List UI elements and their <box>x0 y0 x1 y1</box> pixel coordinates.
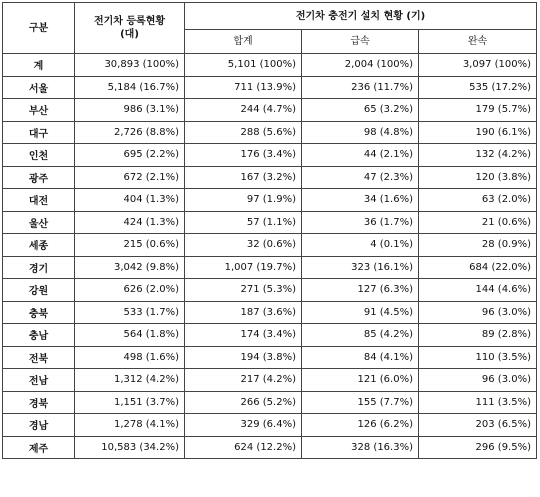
cell-fast: 85 (4.2%) <box>302 324 419 347</box>
cell-total: 711 (13.9%) <box>185 76 302 99</box>
cell-slow: 190 (6.1%) <box>419 121 537 144</box>
cell-fast: 44 (2.1%) <box>302 144 419 167</box>
table-row <box>3 234 537 257</box>
cell-total: 266 (5.2%) <box>185 391 302 414</box>
cell-fast: 36 (1.7%) <box>302 211 419 234</box>
cell-slow: 144 (4.6%) <box>419 279 537 302</box>
table-row <box>3 189 537 212</box>
table-body <box>3 54 537 459</box>
cell-slow: 96 (3.0%) <box>419 301 537 324</box>
cell-fast: 4 (0.1%) <box>302 234 419 257</box>
header-registered <box>75 3 185 54</box>
cell-region: 대전 <box>3 189 75 212</box>
header-total: 합계 <box>185 30 302 54</box>
cell-total: 187 (3.6%) <box>185 301 302 324</box>
cell-fast: 155 (7.7%) <box>302 391 419 414</box>
cell-region: 계 <box>3 54 75 77</box>
cell-slow: 28 (0.9%) <box>419 234 537 257</box>
cell-fast: 91 (4.5%) <box>302 301 419 324</box>
table-row <box>3 76 537 99</box>
cell-total: 167 (3.2%) <box>185 166 302 189</box>
cell-region: 세종 <box>3 234 75 257</box>
cell-region: 전북 <box>3 346 75 369</box>
cell-registered: 215 (0.6%) <box>75 234 185 257</box>
cell-slow: 21 (0.6%) <box>419 211 537 234</box>
cell-total: 244 (4.7%) <box>185 99 302 122</box>
cell-region: 부산 <box>3 99 75 122</box>
cell-total: 329 (6.4%) <box>185 414 302 437</box>
table-row <box>3 54 537 77</box>
table-header <box>3 3 537 54</box>
cell-registered: 1,151 (3.7%) <box>75 391 185 414</box>
cell-total: 97 (1.9%) <box>185 189 302 212</box>
cell-registered: 424 (1.3%) <box>75 211 185 234</box>
cell-registered: 1,312 (4.2%) <box>75 369 185 392</box>
cell-total: 174 (3.4%) <box>185 324 302 347</box>
cell-slow: 120 (3.8%) <box>419 166 537 189</box>
table-row <box>3 369 537 392</box>
cell-region: 서울 <box>3 76 75 99</box>
cell-registered: 564 (1.8%) <box>75 324 185 347</box>
table-row <box>3 414 537 437</box>
table-row <box>3 211 537 234</box>
cell-registered: 404 (1.3%) <box>75 189 185 212</box>
header-registered-line1: 전기차 등록현황 <box>93 16 166 27</box>
cell-fast: 98 (4.8%) <box>302 121 419 144</box>
header-fast: 급속 <box>302 30 419 54</box>
cell-region: 전남 <box>3 369 75 392</box>
table-row <box>3 144 537 167</box>
cell-total: 194 (3.8%) <box>185 346 302 369</box>
cell-slow: 111 (3.5%) <box>419 391 537 414</box>
cell-registered: 3,042 (9.8%) <box>75 256 185 279</box>
header-category: 구분 <box>3 3 75 54</box>
table-row <box>3 256 537 279</box>
cell-slow: 89 (2.8%) <box>419 324 537 347</box>
cell-fast: 127 (6.3%) <box>302 279 419 302</box>
cell-region: 경남 <box>3 414 75 437</box>
cell-registered: 1,278 (4.1%) <box>75 414 185 437</box>
cell-fast: 65 (3.2%) <box>302 99 419 122</box>
cell-fast: 84 (4.1%) <box>302 346 419 369</box>
cell-total: 288 (5.6%) <box>185 121 302 144</box>
cell-total: 271 (5.3%) <box>185 279 302 302</box>
cell-total: 5,101 (100%) <box>185 54 302 77</box>
cell-fast: 328 (16.3%) <box>302 436 419 459</box>
cell-region: 울산 <box>3 211 75 234</box>
cell-region: 제주 <box>3 436 75 459</box>
cell-region: 광주 <box>3 166 75 189</box>
table-row <box>3 166 537 189</box>
table-row <box>3 436 537 459</box>
cell-region: 대구 <box>3 121 75 144</box>
table-row <box>3 324 537 347</box>
cell-region: 충남 <box>3 324 75 347</box>
cell-total: 217 (4.2%) <box>185 369 302 392</box>
cell-slow: 96 (3.0%) <box>419 369 537 392</box>
cell-slow: 684 (22.0%) <box>419 256 537 279</box>
ev-stats-table <box>2 2 537 459</box>
cell-region: 경기 <box>3 256 75 279</box>
cell-slow: 3,097 (100%) <box>419 54 537 77</box>
cell-fast: 34 (1.6%) <box>302 189 419 212</box>
cell-region: 충북 <box>3 301 75 324</box>
cell-registered: 672 (2.1%) <box>75 166 185 189</box>
cell-slow: 203 (6.5%) <box>419 414 537 437</box>
cell-slow: 296 (9.5%) <box>419 436 537 459</box>
header-registered-line2: (대) <box>120 29 139 40</box>
cell-region: 경북 <box>3 391 75 414</box>
cell-region: 인천 <box>3 144 75 167</box>
cell-registered: 498 (1.6%) <box>75 346 185 369</box>
cell-fast: 47 (2.3%) <box>302 166 419 189</box>
cell-registered: 695 (2.2%) <box>75 144 185 167</box>
header-chargers: 전기차 충전기 설치 현황 (기) <box>185 3 537 30</box>
cell-registered: 30,893 (100%) <box>75 54 185 77</box>
cell-fast: 2,004 (100%) <box>302 54 419 77</box>
table-row <box>3 279 537 302</box>
table-row <box>3 99 537 122</box>
cell-fast: 323 (16.1%) <box>302 256 419 279</box>
cell-registered: 986 (3.1%) <box>75 99 185 122</box>
header-slow: 완속 <box>419 30 537 54</box>
cell-slow: 63 (2.0%) <box>419 189 537 212</box>
cell-total: 176 (3.4%) <box>185 144 302 167</box>
cell-registered: 626 (2.0%) <box>75 279 185 302</box>
table-row <box>3 346 537 369</box>
table-row <box>3 391 537 414</box>
table-row <box>3 301 537 324</box>
cell-slow: 110 (3.5%) <box>419 346 537 369</box>
cell-slow: 179 (5.7%) <box>419 99 537 122</box>
cell-fast: 236 (11.7%) <box>302 76 419 99</box>
cell-slow: 132 (4.2%) <box>419 144 537 167</box>
table-row <box>3 121 537 144</box>
cell-registered: 533 (1.7%) <box>75 301 185 324</box>
cell-registered: 10,583 (34.2%) <box>75 436 185 459</box>
cell-fast: 126 (6.2%) <box>302 414 419 437</box>
cell-registered: 5,184 (16.7%) <box>75 76 185 99</box>
ev-stats-table-container <box>2 2 537 459</box>
cell-fast: 121 (6.0%) <box>302 369 419 392</box>
cell-region: 강원 <box>3 279 75 302</box>
cell-registered: 2,726 (8.8%) <box>75 121 185 144</box>
cell-total: 57 (1.1%) <box>185 211 302 234</box>
cell-total: 1,007 (19.7%) <box>185 256 302 279</box>
cell-slow: 535 (17.2%) <box>419 76 537 99</box>
cell-total: 624 (12.2%) <box>185 436 302 459</box>
cell-total: 32 (0.6%) <box>185 234 302 257</box>
